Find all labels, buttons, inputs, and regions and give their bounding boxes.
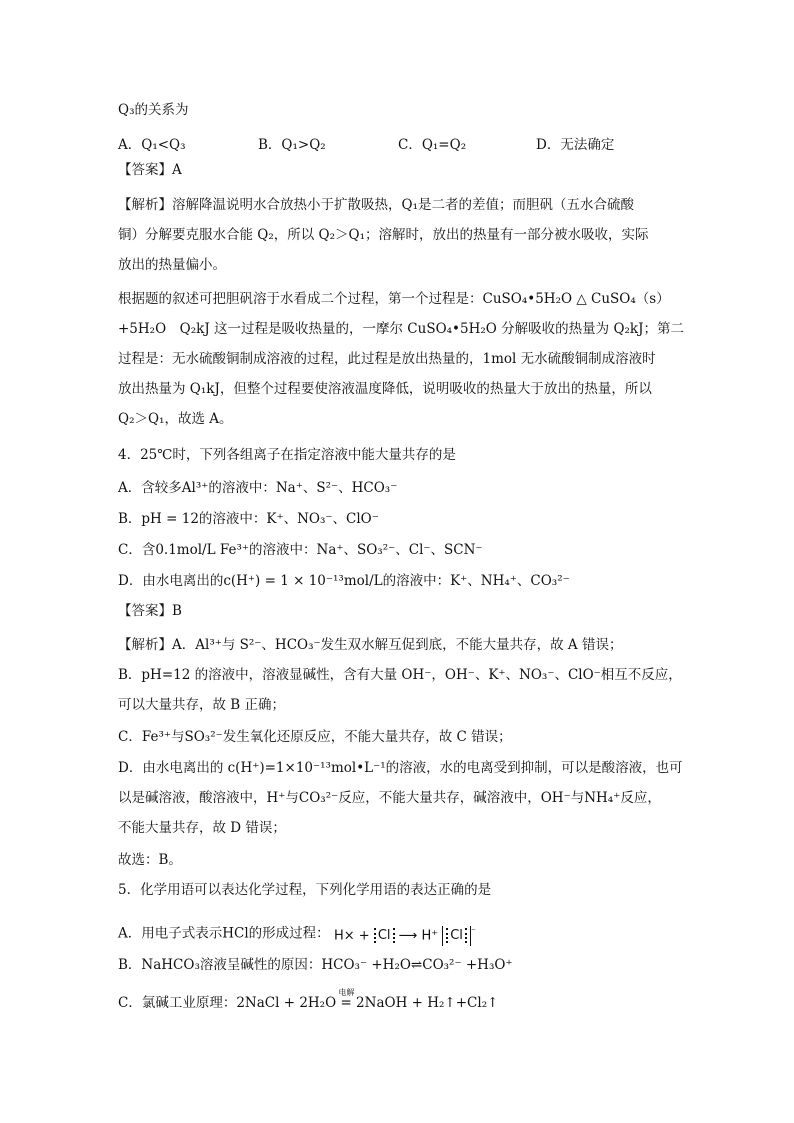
q4-analysis-line-d2: 以是碱溶液，酸溶液中，H⁺与CO₃²⁻反应，不能大量共存，碱溶液中，OH⁻与NH₄⁺反应，	[118, 790, 661, 806]
q4-analysis-line-c: C．Fe³⁺与SO₃²⁻发生氧化还原反应，不能大量共存，故 C 错误；	[118, 729, 512, 745]
analysis-label: 【解析】	[118, 637, 172, 653]
plus-sign: +	[358, 928, 370, 944]
q3-para-line-5: Q₂＞Q₁，故选 A。	[118, 411, 233, 427]
q3-answer: 【答案】A	[118, 162, 182, 178]
q4-stem: 4．25℃时，下列各组离子在指定溶液中能大量共存的是	[118, 447, 456, 463]
cl-atom: Cl	[374, 928, 395, 943]
q3-para-line-1: 根据题的叙述可把胆矾溶于水看成二个过程，第一个过程是：CuSO₄•5H₂O △ CuSO₄（s）	[118, 291, 670, 307]
q3-intro: Q₃的关系为	[118, 102, 189, 118]
q4-conclusion: 故选：B。	[118, 852, 182, 868]
cl-ion-bracket	[442, 926, 471, 946]
q3-option-d: D．无法确定	[536, 137, 615, 153]
q4-analysis-line-b1: B．pH=12 的溶液中，溶液显碱性，含有大量 OH⁻，OH⁻、K⁺、NO₃⁻、ClO⁻相互不反应，	[118, 667, 682, 683]
q4-analysis-line-b2: 可以大量共存，故 B 正确；	[118, 697, 286, 713]
q4-analysis-line-d3: 不能大量共存，故 D 错误；	[118, 820, 286, 836]
cl-ion: Cl	[446, 928, 467, 943]
h-atom: H×	[333, 928, 355, 944]
q3-analysis-line-3: 放出的热量偏小。	[118, 257, 226, 273]
q3-option-c: C．Q₁=Q₂	[398, 137, 467, 153]
q4-analysis-line-d1: D．由水电离出的 c(H⁺)=1×10⁻¹³mol•L⁻¹的溶液，水的电离受到抑制，可以是酸溶液，也可	[118, 760, 683, 776]
q3-analysis-line-1	[118, 195, 634, 215]
analysis-text: 溶解降温说明水合放热小于扩散吸热，Q₁是二者的差值；而胆矾（五水合硫酸	[172, 197, 634, 213]
analysis-label: 【解析】	[118, 197, 172, 213]
q5-option-c	[118, 988, 499, 1013]
h-ion: H⁺	[421, 928, 439, 944]
analysis-text: A．Al³⁺与 S²⁻、HCO₃⁻发生双水解互促到底，不能大量共存，故 A 错误；	[172, 637, 623, 653]
q3-para-line-2: +5H₂O Q₂kJ 这一过程是吸收热量的，一摩尔 CuSO₄•5H₂O 分解吸收的热量为 Q₂kJ；第二	[118, 321, 685, 337]
q4-answer: 【答案】B	[118, 603, 182, 619]
q3-option-b: B．Q₁>Q₂	[258, 137, 326, 153]
q5-option-b: B．NaHCO₃溶液呈碱性的原因：HCO₃⁻ +H₂O⇌CO₃²⁻ +H₃O⁺	[118, 957, 513, 973]
condition-label: 电解	[338, 988, 355, 997]
q5-option-a	[118, 922, 476, 946]
q3-para-line-4: 放出热量为 Q₁kJ，但整个过程要使溶液温度降低，说明吸收的热量大于放出的热量，所以	[118, 381, 652, 397]
q5-stem: 5．化学用语可以表达化学过程，下列化学用语的表达正确的是	[118, 882, 492, 898]
equals-sign: =	[340, 995, 352, 1011]
q5-option-a-label: A．用电子式表示HCl的形成过程：	[118, 925, 330, 942]
electrolysis-equals	[338, 988, 355, 1013]
q5-option-c-prefix: C．氯碱工业原理：2NaCl + 2H₂O	[118, 995, 341, 1011]
q4-analysis-line-a	[118, 635, 622, 655]
charge-minus: ⁻	[470, 927, 476, 937]
q5-option-c-suffix: 2NaOH + H₂↑+Cl₂↑	[351, 995, 499, 1011]
q4-option-c: C．含0.1mol/L Fe³⁺的溶液中：Na⁺、SO₃²⁻、Cl⁻、SCN⁻	[118, 542, 483, 558]
reaction-arrow: ⟶	[398, 928, 418, 944]
q4-option-d: D．由水电离出的c(H⁺) = 1 × 10⁻¹³mol/L的溶液中：K⁺、NH₄⁺、CO₃²⁻	[118, 573, 570, 589]
q3-analysis-line-2: 铜）分解要克服水合能 Q₂，所以 Q₂＞Q₁；溶解时，放出的热量有一部分被水吸收，实际	[118, 227, 649, 243]
q4-option-a: A．含较多Al³⁺的溶液中：Na⁺、S²⁻、HCO₃⁻	[118, 480, 398, 496]
q4-option-b: B．pH = 12的溶液中：K⁺、NO₃⁻、ClO⁻	[118, 511, 379, 527]
hcl-electron-formula	[334, 922, 476, 946]
q3-para-line-3: 过程是：无水硫酸铜制成溶液的过程，此过程是放出热量的，1mol 无水硫酸铜制成溶液时	[118, 351, 656, 367]
q3-option-a: A．Q₁<Q₃	[118, 137, 186, 153]
